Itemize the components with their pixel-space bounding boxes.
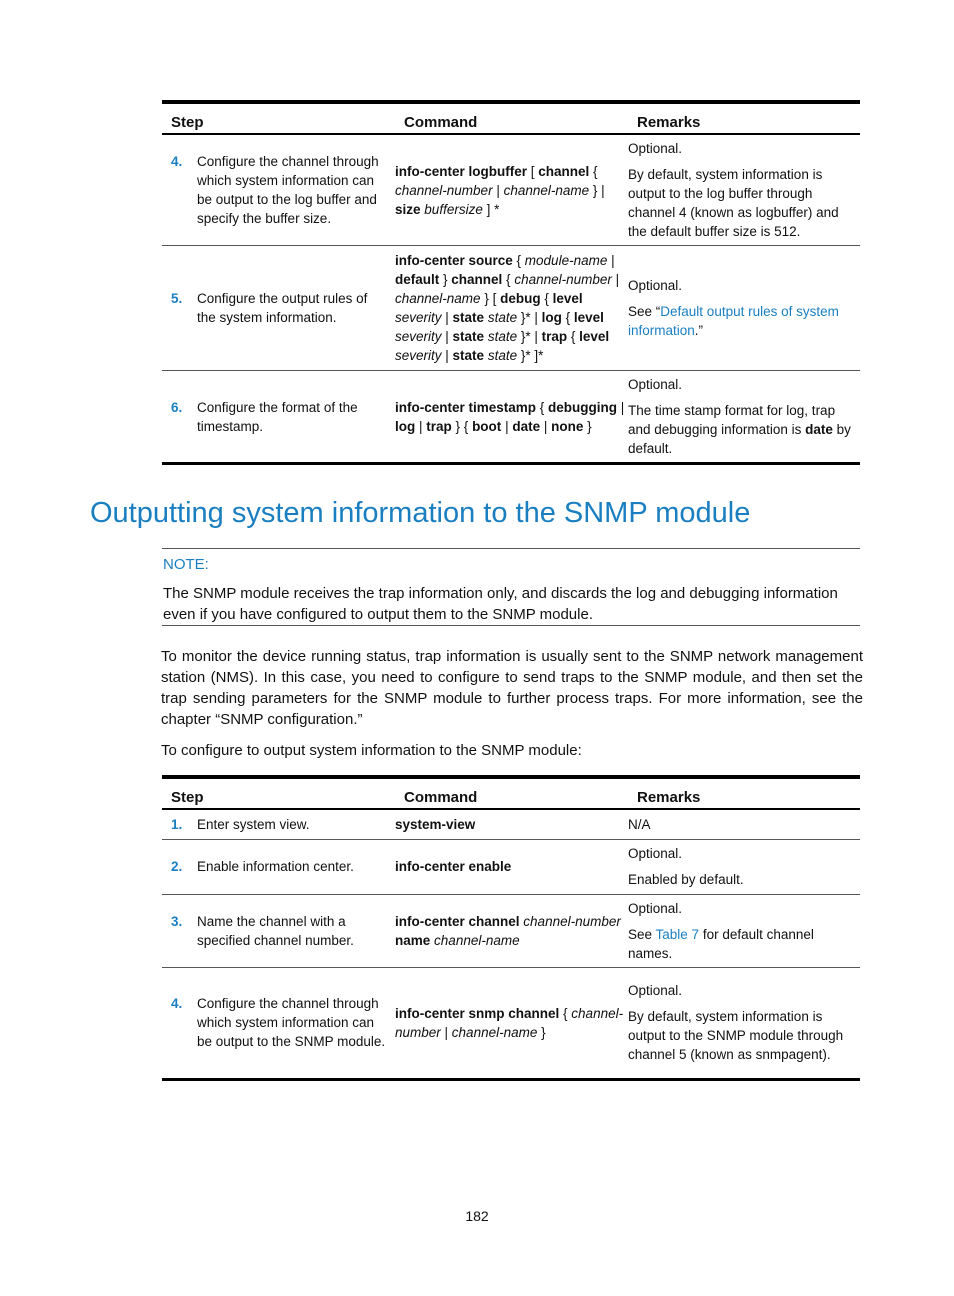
remark-line: By default, system information is output to the log buffer through channel 4 (known as logbuffer) and the default buffer size is 512.: [628, 167, 839, 239]
remark-line: Optional.: [628, 900, 683, 916]
step-number: 2.: [171, 859, 183, 874]
table2-container: [162, 779, 860, 1081]
remark-line: See “Default output rules of system information.”: [628, 304, 839, 338]
step-description: Configure the output rules of the system information.: [197, 291, 368, 325]
table-row: [162, 134, 860, 246]
table-row: [162, 246, 860, 371]
table-header-row: [162, 104, 860, 134]
step-description: Enable information center.: [197, 859, 354, 874]
table-header-row: [162, 779, 860, 809]
column-header-command: Command: [395, 104, 628, 134]
column-header-remarks: Remarks: [628, 104, 860, 134]
command-cell: system-view: [395, 809, 628, 839]
step-table-2: [162, 779, 860, 1081]
command-cell: info-center timestamp { debugging | log | trap } { boot | date | none }: [395, 371, 628, 464]
note-text: The SNMP module receives the trap information only, and discards the log and debugging information even if you have configured to output them to the SNMP module.: [163, 585, 838, 623]
column-header-command: Command: [395, 779, 628, 809]
step-number: 6.: [171, 399, 183, 415]
column-header-remarks: Remarks: [628, 779, 860, 809]
remark-line: See Table 7 for default channel names.: [628, 926, 814, 961]
step-description: Configure the channel through which system information can be output to the log buffer and specify the buffer size.: [197, 154, 379, 226]
command-cell: info-center source { module-name | default } channel { channel-number | channel-name } [ debug { level severity | state state }* | log { level severity | state state }* | trap { level severity | state state }* ]*: [395, 246, 628, 371]
remarks-cell: [628, 839, 860, 894]
remarks-cell: [628, 134, 860, 246]
remark-line: Optional.: [628, 846, 683, 861]
remark-line: Optional.: [628, 983, 683, 998]
step-cell: [162, 809, 395, 839]
column-header-step: Step: [162, 104, 395, 134]
command-cell: info-center channel channel-number name channel-name: [395, 894, 628, 967]
remarks-cell: [628, 371, 860, 464]
command-cell: info-center logbuffer [ channel { channel-number | channel-name } | size buffersize ] *: [395, 134, 628, 246]
step-number: 3.: [171, 913, 183, 929]
table1-container: [162, 104, 860, 465]
step-table-1: [162, 104, 860, 465]
procedure-intro: To configure to output system information to the SNMP module:: [161, 742, 582, 759]
step-cell: [162, 967, 395, 1079]
table-row: [162, 967, 860, 1079]
remark-line: Enabled by default.: [628, 872, 744, 887]
page-number: 182: [465, 1208, 489, 1224]
table-row: [162, 839, 860, 894]
note-label: NOTE:: [163, 556, 209, 573]
step-cell: [162, 894, 395, 967]
step-description: Configure the format of the timestamp.: [197, 399, 358, 434]
remark-line: N/A: [628, 816, 651, 832]
remarks-cell: [628, 967, 860, 1079]
step-number: 5.: [171, 291, 183, 306]
remark-line: Optional.: [628, 141, 683, 156]
remark-line: The time stamp format for log, trap and debugging information is date by default.: [628, 403, 851, 456]
command-cell: info-center snmp channel { channel-number | channel-name }: [395, 967, 628, 1079]
step-cell: [162, 134, 395, 246]
intro-paragraph: To monitor the device running status, trap information is usually sent to the SNMP network management station (NMS). In this case, you need to configure to send traps to the SNMP module, and then set the trap sending parameters for the SNMP module to further process traps. For more information, see the chapter “SNMP configuration.”: [161, 648, 863, 728]
remarks-cell: [628, 809, 860, 839]
step-number: 4.: [171, 996, 183, 1011]
step-description: Enter system view.: [197, 816, 310, 832]
remark-line: Optional.: [628, 278, 683, 293]
remark-line: Optional.: [628, 377, 683, 392]
step-cell: [162, 371, 395, 464]
step-number: 1.: [171, 816, 183, 832]
remarks-cell: [628, 246, 860, 371]
note-bottom-rule: [162, 625, 860, 626]
step-number: 4.: [171, 154, 183, 169]
step-cell: [162, 246, 395, 371]
step-description: Configure the channel through which system information can be output to the SNMP module.: [197, 996, 386, 1049]
table-row: [162, 809, 860, 839]
section-heading-container: [90, 497, 870, 530]
table-row: [162, 894, 860, 967]
remark-line: By default, system information is output to the SNMP module through channel 5 (known as snmpagent).: [628, 1009, 844, 1062]
step-description: Name the channel with a specified channel number.: [197, 913, 354, 948]
column-header-step: Step: [162, 779, 395, 809]
table-row: [162, 371, 860, 464]
step-cell: [162, 839, 395, 894]
remarks-cell: [628, 894, 860, 967]
note-top-rule: [162, 548, 860, 549]
command-cell: info-center enable: [395, 839, 628, 894]
section-title: Outputting system information to the SNMP module: [90, 497, 751, 529]
